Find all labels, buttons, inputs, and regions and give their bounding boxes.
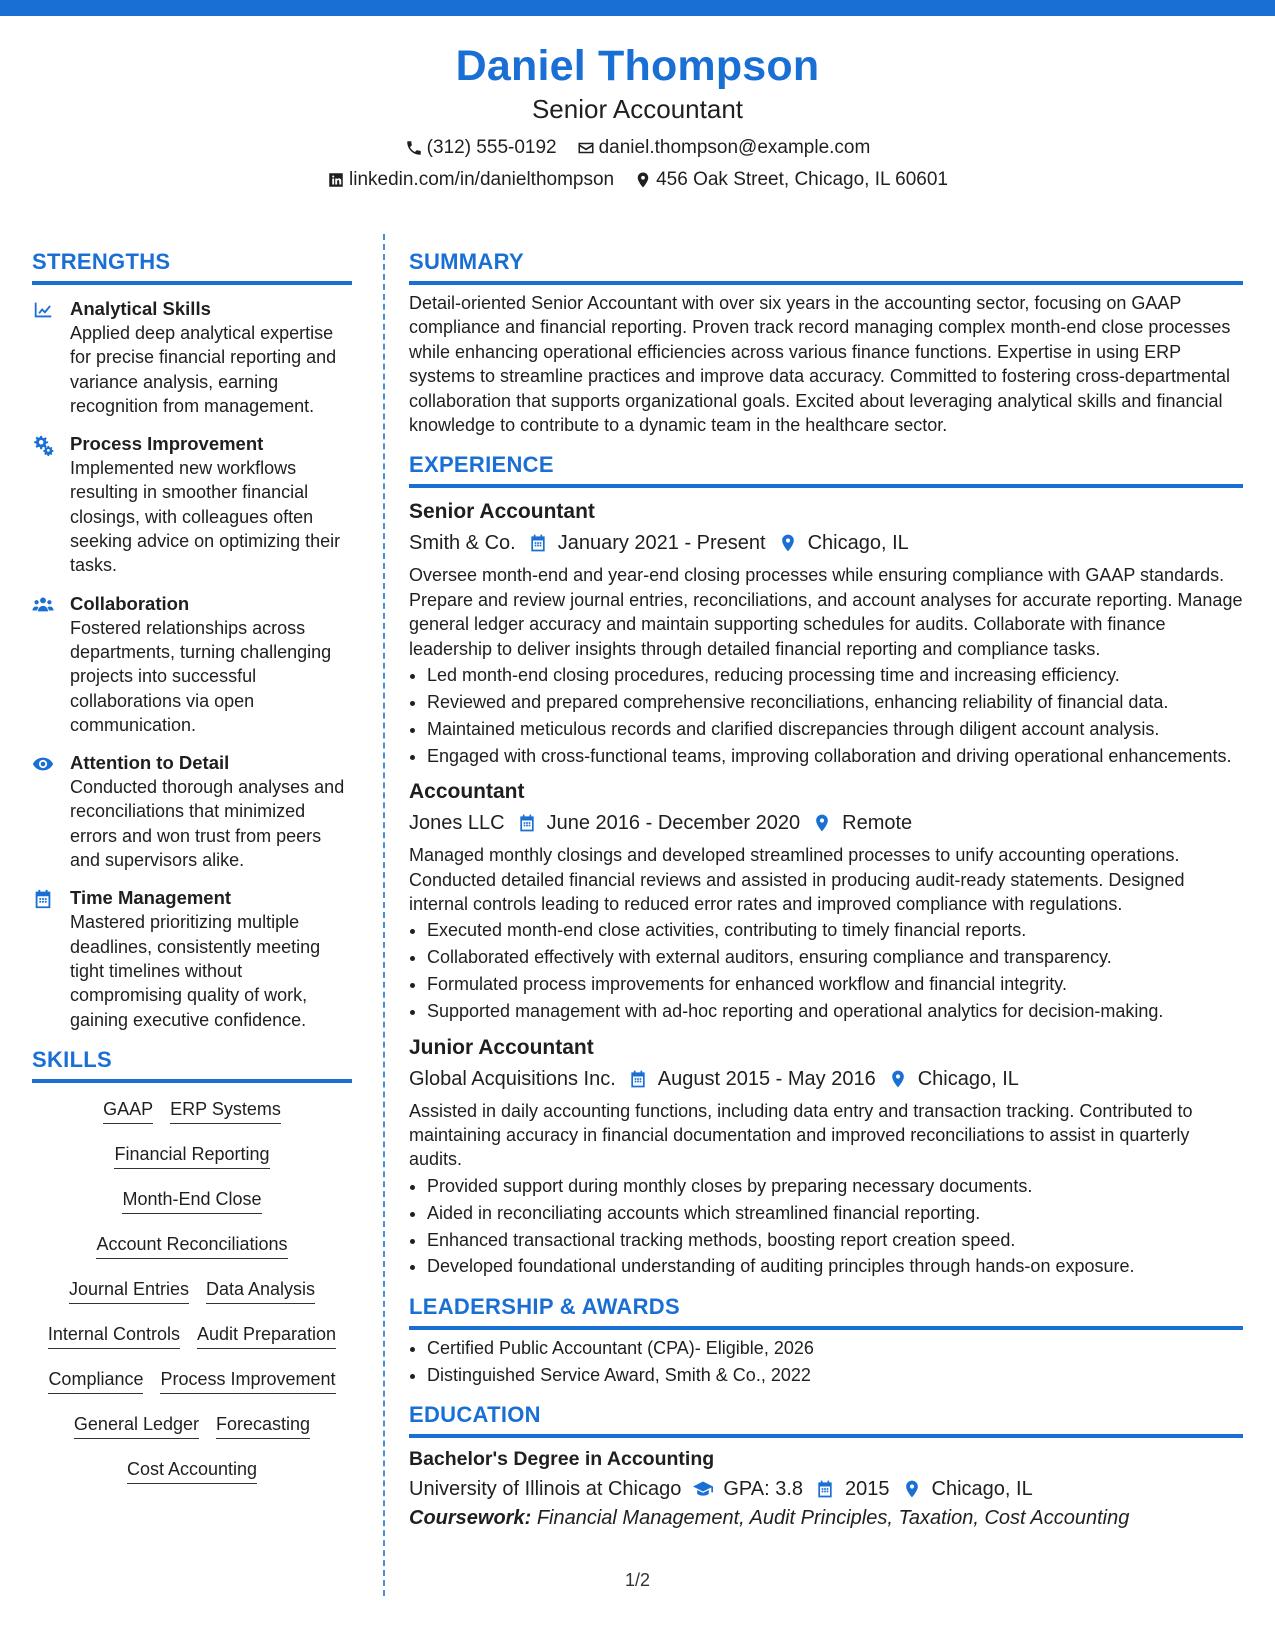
strength-title: Collaboration: [70, 592, 190, 614]
skills-heading: SKILLS: [32, 1046, 352, 1083]
company-name: Jones LLC: [409, 812, 505, 835]
experience-list: [409, 498, 1243, 1278]
right-column: [409, 248, 1243, 1532]
job-bullet: • Provided support during monthly closes by preparing necessary documents.: [427, 1174, 1243, 1198]
job-meta: [409, 529, 1243, 557]
map-pin-icon: [778, 533, 798, 553]
job-title: Accountant: [409, 780, 525, 804]
map-pin-icon: [902, 1479, 922, 1499]
job-bullets: [409, 663, 1243, 768]
coursework-list: Financial Management, Audit Principles, Taxation, Cost Accounting: [536, 1507, 1130, 1530]
calendar-icon: [32, 888, 54, 910]
job-title: Junior Accountant: [409, 1035, 594, 1059]
skill-row: [32, 1187, 352, 1232]
job-bullet: • Reviewed and prepared comprehensive reconciliations, enhancing reliability of financial data.: [427, 690, 1243, 714]
strength-item: [32, 751, 352, 872]
skill-row: [32, 1232, 352, 1277]
skill-tag: GAAP: [103, 1097, 153, 1124]
coursework-label: Coursework:: [409, 1507, 532, 1530]
strength-item: [32, 432, 352, 577]
phone-text: (312) 555-0192: [426, 137, 557, 158]
strength-description: Applied deep analytical expertise for precise financial reporting and variance analysis, earning recognition from management.: [70, 323, 337, 416]
job-location: Remote: [842, 812, 913, 835]
skill-row: [32, 1142, 352, 1187]
graduation-cap-icon: [693, 1479, 713, 1499]
job-bullet: • Formulated process improvements for enhanced workflow and financial integrity.: [427, 972, 1243, 996]
address-contact: [634, 168, 948, 192]
map-pin-icon: [888, 1069, 908, 1089]
calendar-icon: [628, 1069, 648, 1089]
page-number: 1/2: [624, 1570, 651, 1590]
skill-tag: Process Improvement: [160, 1367, 335, 1394]
job-bullet: • Executed month-end close activities, contributing to timely financial reports.: [427, 918, 1243, 942]
job-entry: [409, 498, 1243, 768]
strength-description: Mastered prioritizing multiple deadlines, consistently meeting tight timelines without compromising quality of work, gaining executive confidence.: [70, 912, 321, 1030]
phone-icon: [405, 139, 423, 157]
envelope-icon: [577, 139, 595, 157]
strength-title: Analytical Skills: [70, 298, 211, 319]
map-pin-icon: [634, 171, 652, 189]
job-title: Senior Accountant: [409, 500, 595, 524]
job-meta: [409, 1065, 1243, 1093]
job-bullet: • Maintained meticulous records and clarified discrepancies through diligent account analysis.: [427, 717, 1243, 741]
education-meta: [409, 1475, 1243, 1503]
skill-tag: Financial Reporting: [114, 1142, 269, 1169]
education-location: Chicago, IL: [931, 1478, 1033, 1501]
skill-tag: Data Analysis: [206, 1277, 315, 1304]
skill-tag: Audit Preparation: [197, 1322, 336, 1349]
coursework: [409, 1504, 1243, 1532]
job-bullet: • Developed foundational understanding of auditing principles through hands-on exposure.: [427, 1254, 1243, 1278]
phone-contact: [405, 136, 557, 160]
job-bullet: • Collaborated effectively with external auditors, ensuring compliance and transparency.: [427, 945, 1243, 969]
column-divider: [383, 234, 385, 1596]
chart-line-icon: [32, 299, 54, 321]
email-contact[interactable]: [577, 136, 871, 160]
skills-list: [32, 1097, 352, 1502]
calendar-icon: [517, 813, 537, 833]
email-text: daniel.thompson@example.com: [598, 137, 871, 158]
summary-text: Detail-oriented Senior Accountant with over six years in the accounting sector, focusing on GAAP compliance and financial reporting. Proven track record managing complex month-end close processes while enhancing operational efficiencies across various finance functions. Expertise in using ERP systems to streamline practices and improve data accuracy. Committed to fostering cross-departmental collaboration that supports organizational goals. Excited about leveraging analytical skills and financial knowledge to contribute to a dynamic team in the healthcare sector.: [409, 293, 1231, 436]
strength-item: [32, 297, 352, 418]
skill-tag: Forecasting: [216, 1412, 310, 1439]
award-item: • Certified Public Accountant (CPA)- Eligible, 2026: [427, 1336, 1243, 1360]
strength-title: Time Management: [70, 887, 232, 909]
job-location: Chicago, IL: [807, 532, 909, 555]
calendar-icon: [815, 1479, 835, 1499]
skill-row: [32, 1322, 352, 1367]
strengths-list: [32, 297, 352, 1032]
job-description: Managed monthly closings and developed streamlined processes to unify accounting operations. Conducted detailed financial reviews and assisted in producing audit-ready statements. Designed internal controls leading to reduced error rates and improved compliance with regulations.: [409, 845, 1185, 914]
education-heading: EDUCATION: [409, 1401, 1243, 1438]
strength-title: Attention to Detail: [70, 752, 230, 774]
summary-heading: SUMMARY: [409, 248, 1243, 285]
job-dates: January 2021 - Present: [557, 532, 766, 555]
skill-row: [32, 1097, 352, 1142]
strength-title: Process Improvement: [70, 433, 264, 455]
gpa-text: GPA: 3.8: [723, 1478, 804, 1501]
users-icon: [32, 594, 54, 616]
job-bullet: • Led month-end closing procedures, reducing processing time and increasing efficiency.: [427, 663, 1243, 687]
skill-tag: ERP Systems: [170, 1097, 281, 1124]
map-pin-icon: [812, 813, 832, 833]
job-meta: [409, 809, 1243, 837]
skill-tag: Internal Controls: [48, 1322, 180, 1349]
calendar-icon: [528, 533, 548, 553]
job-dates: June 2016 - December 2020: [546, 812, 801, 835]
skill-tag: Month-End Close: [122, 1187, 261, 1214]
awards-list: [409, 1336, 1243, 1387]
skill-tag: General Ledger: [74, 1412, 199, 1439]
company-name: Smith & Co.: [409, 532, 516, 555]
job-bullet: • Supported management with ad-hoc reporting and operational analytics for decision-making.: [427, 999, 1243, 1023]
strengths-heading: STRENGTHS: [32, 248, 352, 285]
award-item: • Distinguished Service Award, Smith & Co., 2022: [427, 1363, 1243, 1387]
job-location: Chicago, IL: [917, 1067, 1019, 1090]
skill-row: [32, 1277, 352, 1322]
strength-description: Implemented new workflows resulting in smoother financial closings, with colleagues often seeking advice on optimizing their tasks.: [70, 458, 341, 576]
job-description: Assisted in daily accounting functions, including data entry and transaction tracking. Contributed to maintaining accuracy in financial documentation and improved reconciliations to assist in quarterly audits.: [409, 1100, 1193, 1170]
skill-row: [32, 1457, 352, 1502]
top-accent-bar: [0, 0, 1275, 16]
eye-icon: [32, 753, 54, 775]
linkedin-contact[interactable]: [327, 168, 614, 192]
gears-icon: [32, 434, 54, 456]
left-column: [32, 248, 352, 1502]
degree-title: Bachelor's Degree in Accounting: [409, 1448, 715, 1471]
awards-heading: LEADERSHIP & AWARDS: [409, 1293, 1243, 1330]
skill-tag: Journal Entries: [69, 1277, 189, 1304]
strength-item: [32, 592, 352, 737]
candidate-name: Daniel Thompson: [455, 42, 820, 90]
job-bullets: [409, 918, 1243, 1023]
contact-row: [0, 168, 1275, 192]
skill-tag: Account Reconciliations: [96, 1232, 287, 1259]
company-name: Global Acquisitions Inc.: [409, 1067, 616, 1090]
job-description: Oversee month-end and year-end closing processes while ensuring compliance with GAAP standards. Prepare and review journal entries, reconciliations, and account analyses for accurate reporting. Manage general ledger accuracy and maintain supporting schedules for audits. Collaborate with finance leadership to deliver insights through detailed financial reporting and compliance tasks.: [409, 565, 1243, 659]
strength-description: Conducted thorough analyses and reconciliations that minimized errors and won trust from peers and supervisors alike.: [70, 777, 345, 871]
job-bullet: • Enhanced transactional tracking methods, boosting report creation speed.: [427, 1228, 1243, 1252]
job-entry: [409, 1034, 1243, 1279]
strength-item: [32, 886, 352, 1031]
skill-row: [32, 1412, 352, 1457]
contact-row: [0, 136, 1275, 160]
job-dates: August 2015 - May 2016: [657, 1067, 876, 1090]
job-bullets: [409, 1174, 1243, 1279]
address-text: 456 Oak Street, Chicago, IL 60601: [656, 169, 948, 190]
skill-row: [32, 1367, 352, 1412]
linkedin-text: linkedin.com/in/danielthompson: [349, 169, 615, 190]
candidate-title: Senior Accountant: [531, 94, 744, 124]
job-bullet: • Engaged with cross-functional teams, improving collaboration and driving operational enhancements.: [427, 744, 1243, 768]
skill-tag: Cost Accounting: [127, 1457, 257, 1484]
school-name: University of Illinois at Chicago: [409, 1478, 682, 1501]
skill-tag: Compliance: [48, 1367, 143, 1394]
resume-header: [0, 40, 1275, 192]
graduation-year: 2015: [845, 1478, 890, 1501]
linkedin-icon: [327, 171, 345, 189]
job-entry: [409, 778, 1243, 1023]
job-bullet: • Aided in reconciliating accounts which streamlined financial reporting.: [427, 1201, 1243, 1225]
strength-description: Fostered relationships across departments, turning challenging projects into successful collaborations via open communication.: [70, 617, 332, 735]
experience-heading: EXPERIENCE: [409, 451, 1243, 488]
